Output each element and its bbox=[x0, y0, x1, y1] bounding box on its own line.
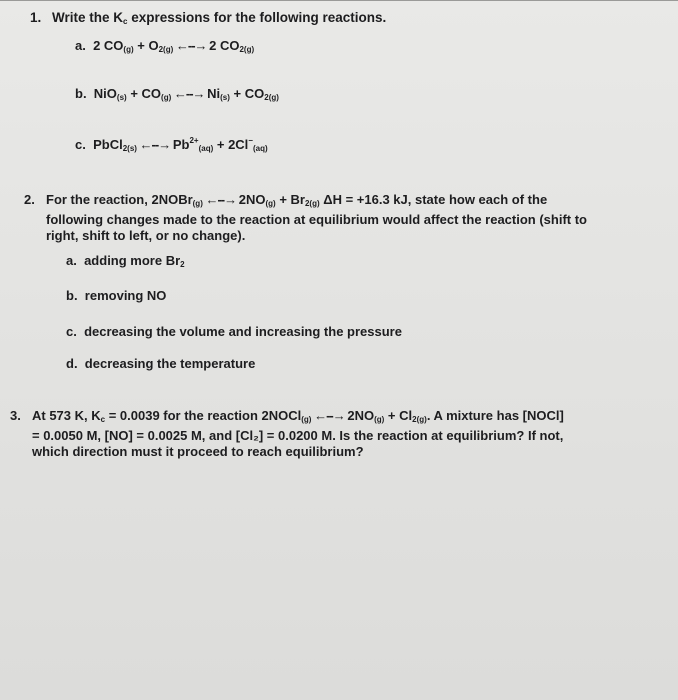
question-2-prompt: 2. For the reaction, 2NOBr$_{(g)}$ ←--→ $2NO_{(g)} + Br_{2(g)}$ ΔH = +16.3 kJ, state how each of the following changes made to the reaction at equilibrium would affect the reaction (shift to right, shift to left, or no change). bbox=[24, 192, 587, 243]
question-2-item-c: c. decreasing the volume and increasing the pressure bbox=[66, 324, 402, 339]
question-2-item-a: a. adding more $Br_2$ bbox=[66, 253, 185, 269]
item-letter: d. bbox=[66, 356, 78, 371]
item-letter: b. bbox=[75, 86, 87, 101]
reaction-1a: a. 2 $CO_{(g)} + O_{2(g)}$ ←--→ 2 $CO_{2(g)}$ bbox=[75, 38, 255, 54]
question-1-prompt: 1. Write the $K_c$ expressions for the following reactions. bbox=[30, 10, 387, 26]
item-letter: a. bbox=[66, 253, 77, 268]
reaction-1b: b. $NiO_{(s)} + CO_{(g)}$ ←--→ $Ni_{(s)} + CO_{2(g)}$ bbox=[75, 86, 279, 102]
top-divider bbox=[0, 0, 678, 1]
question-2-item-d: d. decreasing the temperature bbox=[66, 356, 256, 371]
item-letter: c. bbox=[75, 137, 86, 152]
item-letter: c. bbox=[66, 324, 77, 339]
item-letter: a. bbox=[75, 38, 86, 53]
equilibrium-arrow-icon: ←--→ bbox=[173, 38, 210, 53]
question-number: 2. bbox=[24, 192, 35, 207]
equilibrium-arrow-icon: ←--→ bbox=[136, 137, 173, 152]
reaction-1c: c. PbCl$_{2(s)}$ ←--→ $Pb^{2+}_{(aq)} + 2Cl^-_{(aq)}$ bbox=[75, 136, 268, 153]
equilibrium-arrow-icon: ←--→ bbox=[171, 86, 208, 101]
item-letter: b. bbox=[66, 288, 78, 303]
equilibrium-arrow-icon: ←--→ bbox=[311, 408, 348, 423]
equilibrium-arrow-icon: ←--→ bbox=[202, 192, 239, 207]
question-number: 1. bbox=[30, 10, 42, 25]
question-3-prompt: 3. At 573 K, $K_c = 0.0039$ for the reaction 2NOCl$_{(g)}$ ←--→ $2NO_{(g)} + Cl_{2(g)}$. A mixture has [NOCl] = 0.0050 M, [NO] = 0.0025 M, and [Cl₂] = 0.0200 M. Is the reaction at equilibrium? If not, which direction must it proceed to reach equilibrium? bbox=[10, 408, 564, 459]
question-number: 3. bbox=[10, 408, 21, 423]
question-2-item-b: b. removing NO bbox=[66, 288, 167, 303]
